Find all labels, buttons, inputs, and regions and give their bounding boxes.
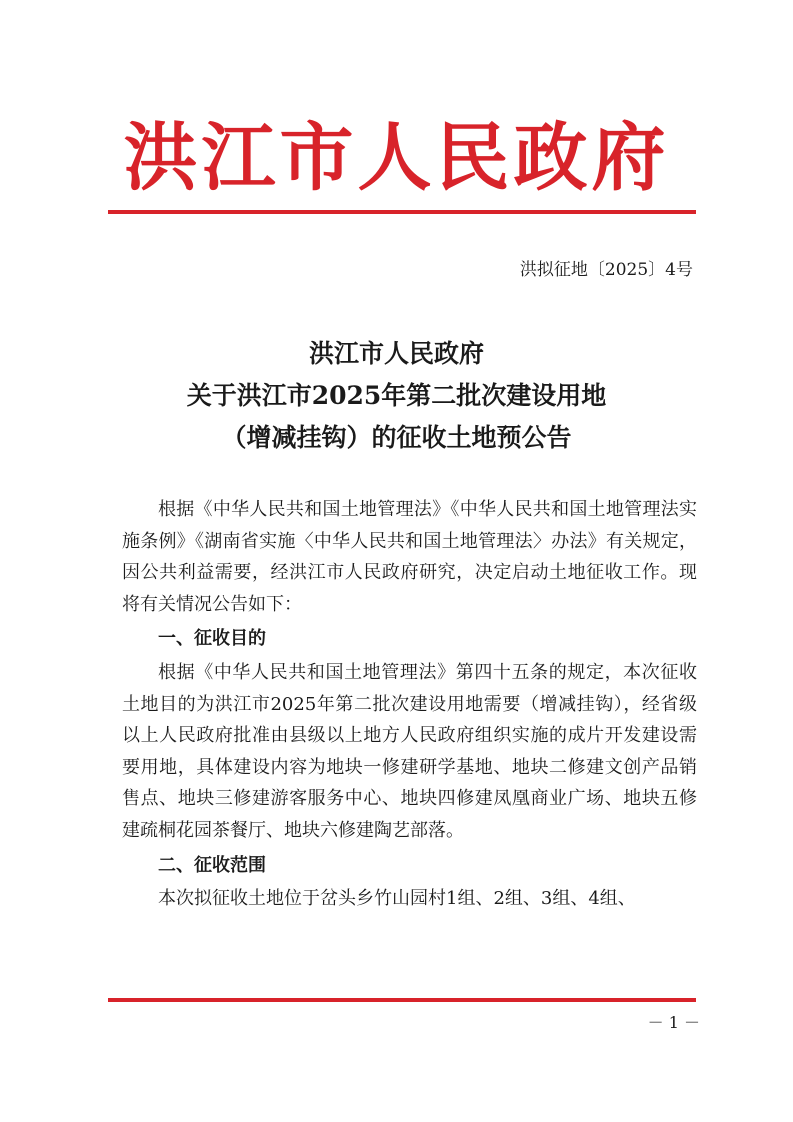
section-1-heading: 一、征收目的 — [158, 628, 266, 650]
title-line-2: 关于洪江市2025年第二批次建设用地 — [186, 381, 607, 410]
masthead-title: 洪江市人民政府 — [123, 115, 670, 201]
top-red-rule — [108, 210, 696, 214]
bottom-red-rule — [108, 998, 696, 1002]
title-line-1: 洪江市人民政府 — [308, 339, 484, 368]
section-2-paragraph: 本次拟征收土地位于岔头乡竹山园村1组、2组、3组、4组、 — [158, 888, 636, 910]
intro-paragraph: 根据《中华人民共和国土地管理法》《中华人民共和国土地管理法实施条例》《湖南省实施〈中华人民共和国土地管理法〉办法》有关规定，因公共利益需要，经洪江市人民政府研究，决定启动土地征收工作。现将有关情况公告如下： — [122, 499, 697, 615]
page-number: － 1 － — [647, 1013, 700, 1032]
document-number: 洪拟征地〔2025〕4号 — [519, 260, 693, 280]
announcement-body — [122, 494, 697, 915]
section-2-heading: 二、征收范围 — [158, 854, 266, 876]
title-line-3: （增减挂钩）的征收土地预公告 — [221, 423, 572, 452]
section-1-paragraph: 根据《中华人民共和国土地管理法》第四十五条的规定，本次征收土地目的为洪江市2025年第二批次建设用地需要（增减挂钩），经省级以上人民政府批准由县级以上地方人民政府组织实施的成片开发建设需要用地，具体建设内容为地块一修建研学基地、地块二修建文创产品销售点、地块三修建游客服务中心、地块四修建凤凰商业广场、地块五修建疏桐花园茶餐厅、地块六修建陶艺部落。 — [122, 661, 697, 841]
announcement-title — [0, 333, 793, 459]
